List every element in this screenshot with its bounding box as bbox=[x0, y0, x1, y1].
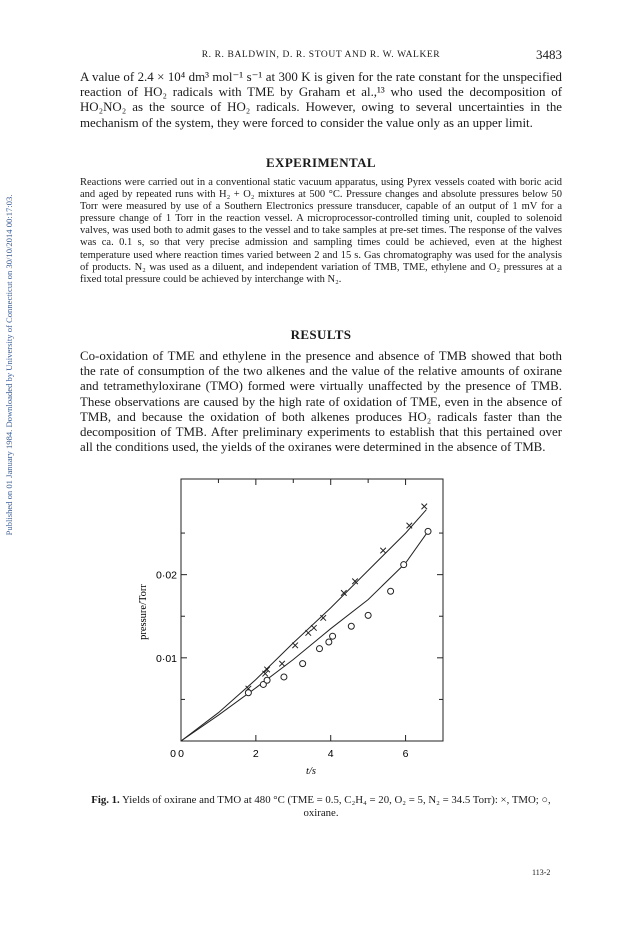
oxirane-point bbox=[388, 588, 394, 594]
tmo-point bbox=[421, 504, 427, 510]
oxirane-point bbox=[316, 646, 322, 652]
tmo-point bbox=[279, 661, 285, 667]
x-tick-label: 6 bbox=[402, 748, 409, 760]
y-tick-label: 0·01 bbox=[155, 652, 177, 665]
x-tick-label: 2 bbox=[252, 748, 259, 760]
y-axis-label: pressure/Torr bbox=[138, 584, 149, 640]
x-tick-label: 4 bbox=[327, 748, 334, 760]
tmo-point bbox=[407, 523, 413, 529]
intro-paragraph: A value of 2.4 × 10⁴ dm³ mol⁻¹ s⁻¹ at 300 K is given for the rate constant for the unspecified reaction of HO₂ radicals with TME by Graham et al.,¹³ who used the decomposition of HO₂NO₂ as the source of HO₂ radicals. However, owing to several uncertainties in the mechanism of the system, they were forced to consider the value only as an upper limit. bbox=[80, 70, 562, 130]
experimental-heading: EXPERIMENTAL bbox=[265, 155, 376, 170]
axis-ticks bbox=[181, 479, 443, 741]
oxirane-point bbox=[281, 674, 287, 680]
origin-label: 0 bbox=[170, 748, 176, 760]
running-header-authors: R. R. BALDWIN, D. R. STOUT AND R. W. WALKER bbox=[201, 50, 441, 60]
oxirane-point bbox=[245, 690, 251, 696]
oxirane-point bbox=[425, 528, 431, 534]
oxirane-curve bbox=[181, 531, 428, 741]
oxirane-point bbox=[326, 639, 332, 645]
fit-curves bbox=[181, 510, 428, 741]
figure-caption-text: Yields of oxirane and TMO at 480 °C (TME = 0.5, C₂H₄ = 20, O₂ = 5, N₂ = 34.5 Torr): ×, TMO; ○, oxirane. bbox=[122, 794, 551, 819]
page-number: 3483 bbox=[536, 47, 562, 62]
oxirane-point bbox=[330, 633, 336, 639]
tmo-point bbox=[311, 625, 317, 631]
oxirane-point bbox=[300, 661, 306, 667]
tmo-point bbox=[305, 630, 311, 636]
results-heading: RESULTS bbox=[290, 327, 352, 342]
oxirane-point bbox=[264, 677, 270, 683]
tmo-point bbox=[292, 643, 298, 649]
y-tick-label: 0·02 bbox=[155, 569, 177, 582]
tmo-curve bbox=[181, 510, 426, 741]
plot-frame bbox=[181, 479, 443, 741]
x-tick-label: 0 bbox=[178, 748, 184, 760]
oxirane-point bbox=[401, 562, 407, 568]
download-notice-text: Published on 01 January 1984. Downloaded by University of Connecticut on 30/10/2014 00:17:03. bbox=[4, 194, 14, 536]
tmo-point bbox=[380, 548, 386, 554]
oxirane-point bbox=[348, 623, 354, 629]
footer-code: 113-2 bbox=[532, 868, 551, 877]
figure-caption bbox=[80, 794, 562, 820]
oxirane-point bbox=[365, 612, 371, 618]
x-axis-label: t/s bbox=[306, 766, 316, 777]
tmo-point bbox=[320, 615, 326, 621]
experimental-paragraph: Reactions were carried out in a conventional static vacuum apparatus, using Pyrex vessels coated with boric acid and aged by repeated runs with H₂ + O₂ mixtures at 500 °C. Pressure changes and absolute pressures below 50 Torr were measured by use of a Southern Electronics pressure transducer, capable of an output of 1 mV for a pressure change of 1 Torr in the reaction vessel. A microprocessor-controlled timing unit, coupled to solenoid valves, was used both to admit gases to the vessel and to take samples at pre-set times. The response of the valves was ca. 0.1 s, so that very precise admission and sampling times could be achieved, even at the highest temperature used where reaction times varied between 2 and 15 s. Gas chromatography was used for the analysis of products. N₂ was used as a diluent, and independent variation of TMB, TME, ethylene and O₂ pressures at a fixed total pressure could be achieved by interchange with N₂. bbox=[80, 177, 562, 285]
results-paragraph: Co-oxidation of TME and ethylene in the presence and absence of TMB showed that both the rate of consumption of the two alkenes and the value of the relative amounts of oxirane and tetramethyloxirane (TMO) formed were virtually unaffected by the presence of TMB. These observations are caused by the high rate of oxidation of TME, even in the absence of TMB, and because the oxidation of both alkenes produces HO₂ radicals faster than the decomposition of TMB. After preliminary experiments to establish that this pertained over all the conditions used, the yields of the oxiranes were determined in the absence of TMB. bbox=[80, 349, 562, 455]
figure-caption-label: Fig. 1. bbox=[91, 794, 120, 806]
